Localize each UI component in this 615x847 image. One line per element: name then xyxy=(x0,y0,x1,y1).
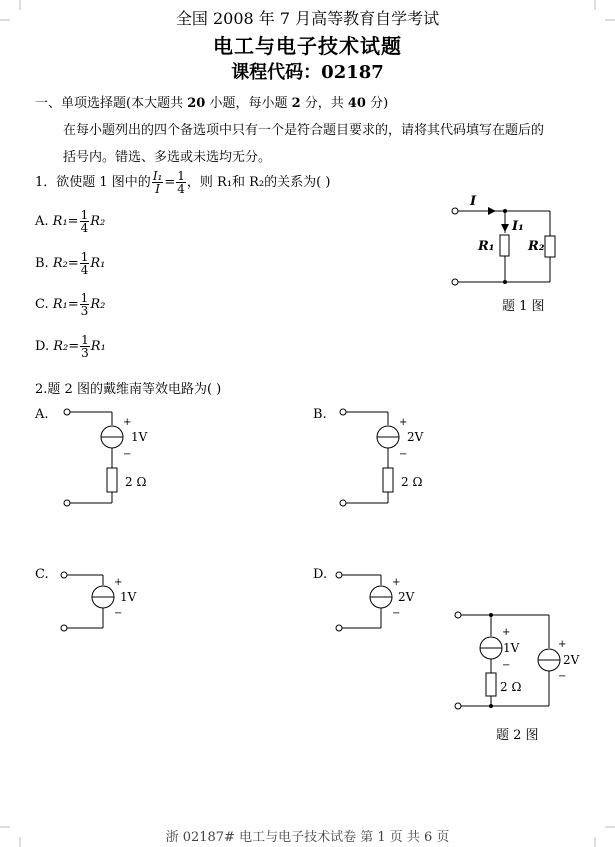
branch-current-arrow-icon xyxy=(501,224,509,232)
q2-option-d-circuit[interactable] xyxy=(327,565,447,640)
source-1-value: 1V xyxy=(503,641,520,655)
minus-sign: − xyxy=(502,660,511,671)
q1-option-a[interactable] xyxy=(35,209,105,234)
option-rhs: R₁ xyxy=(90,256,106,271)
source-2-value: 2V xyxy=(563,653,580,667)
fraction-denominator: 4 xyxy=(80,221,89,235)
section-heading-part: 一、单项选择题(本大题共 xyxy=(35,96,188,111)
label-i1: I₁ xyxy=(512,219,524,234)
node-dot xyxy=(489,613,493,617)
equals-sign: = xyxy=(164,175,176,190)
q1-suffix: ，则 R₁和 R₂的关系为( ) xyxy=(186,175,331,190)
q2-option-a-label[interactable]: A. xyxy=(35,407,49,422)
points-each: 2 xyxy=(291,96,301,111)
source-value: 1V xyxy=(131,430,148,444)
minus-sign: − xyxy=(123,449,132,460)
fraction-denominator: I xyxy=(155,182,160,196)
plus-sign: + xyxy=(392,577,401,588)
option-label: B. xyxy=(35,256,49,271)
node-dot xyxy=(489,704,493,708)
resistor-r1 xyxy=(500,235,509,256)
fraction-denominator: 3 xyxy=(80,304,89,318)
instruction-line-2: 括号内。错选、多选或未选均无分。 xyxy=(63,150,272,165)
option-lhs: R₂= xyxy=(52,256,79,271)
section-heading-part: 分，共 xyxy=(300,96,348,111)
q2-option-a-circuit[interactable] xyxy=(55,402,175,512)
q1-prefix: 1．欲使题 1 图中的 xyxy=(35,175,151,190)
option-lhs: R₂= xyxy=(53,339,80,354)
figure-2-circuit xyxy=(448,605,588,745)
current-arrow-icon xyxy=(488,207,496,215)
figure-2-caption: 题 2 图 xyxy=(496,728,539,743)
resistor-value: 2 Ω xyxy=(125,475,147,489)
q1-option-b[interactable] xyxy=(35,251,105,276)
option-rhs: R₂ xyxy=(90,214,106,229)
q2-option-b-circuit[interactable] xyxy=(331,402,451,512)
plus-sign: + xyxy=(502,627,511,638)
option-fraction xyxy=(80,209,90,234)
fraction-denominator: 4 xyxy=(80,263,89,277)
option-fraction xyxy=(80,292,90,317)
plus-sign: + xyxy=(399,417,408,428)
question-2-stem: 2.题 2 图的戴维南等效电路为( ) xyxy=(35,382,222,397)
resistor-value: 2 Ω xyxy=(500,680,522,694)
resistor-icon xyxy=(107,468,117,492)
source-value: 2V xyxy=(398,590,415,604)
source-value: 1V xyxy=(120,590,137,604)
figure-1-circuit xyxy=(440,188,570,318)
fraction-numerator: 1 xyxy=(80,208,89,222)
option-fraction xyxy=(80,334,90,359)
resistor-icon xyxy=(383,468,393,492)
instruction-line-1: 在每小题列出的四个备选项中只有一个是符合题目要求的，请将其代码填写在题后的 xyxy=(63,123,545,138)
figure-1-caption: 题 1 图 xyxy=(502,299,545,314)
section-heading-part: 分) xyxy=(365,96,389,111)
option-fraction xyxy=(80,251,90,276)
option-rhs: R₂ xyxy=(90,297,106,312)
q1-option-d[interactable] xyxy=(35,334,106,359)
node-dot xyxy=(503,209,507,213)
q2-option-b-label[interactable]: B. xyxy=(313,407,327,422)
node-dot xyxy=(503,280,507,284)
source-value: 2V xyxy=(407,430,424,444)
terminal xyxy=(452,208,458,214)
section-heading-part: 小题，每小题 xyxy=(205,96,292,111)
q2-option-c-label[interactable]: C. xyxy=(35,567,49,582)
minus-sign: − xyxy=(392,608,401,619)
q2-option-c-circuit[interactable] xyxy=(52,565,172,640)
plus-sign: + xyxy=(558,639,567,650)
fraction-denominator: 4 xyxy=(177,182,185,196)
fraction-numerator: 1 xyxy=(177,169,185,183)
resistor-value: 2 Ω xyxy=(401,475,423,489)
points-total: 40 xyxy=(347,96,366,111)
q1-value-fraction xyxy=(176,170,186,195)
plus-sign: + xyxy=(114,577,123,588)
q1-ratio-fraction xyxy=(152,170,164,195)
resistor-r2 xyxy=(545,236,555,257)
fraction-numerator: 1 xyxy=(80,291,89,305)
fraction-numerator: 1 xyxy=(81,333,89,347)
option-label: A. xyxy=(35,214,49,229)
page-footer: 浙 02187# 电工与电子技术试卷 第 1 页 共 6 页 xyxy=(165,830,450,845)
minus-sign: − xyxy=(114,608,123,619)
plus-sign: + xyxy=(123,417,132,428)
label-i: I xyxy=(470,194,477,209)
exam-subject-title: 电工与电子技术试题 xyxy=(213,34,402,58)
minus-sign: − xyxy=(558,671,567,682)
option-lhs: R₁= xyxy=(52,297,79,312)
course-code: 课程代码：02187 xyxy=(231,62,384,83)
terminal xyxy=(452,279,458,285)
q2-option-d-label[interactable]: D. xyxy=(313,567,328,582)
option-label: C. xyxy=(35,297,49,312)
label-r1: R₁ xyxy=(478,239,495,254)
question-count: 20 xyxy=(187,96,206,111)
option-rhs: R₁ xyxy=(90,339,106,354)
fraction-denominator: 3 xyxy=(81,346,89,360)
fraction-numerator: I₁ xyxy=(152,169,163,183)
question-1-stem xyxy=(35,170,330,195)
exam-title-line: 全国 2008 年 7 月高等教育自学考试 xyxy=(175,9,440,28)
minus-sign: − xyxy=(399,449,408,460)
option-lhs: R₁= xyxy=(52,214,79,229)
label-r2: R₂ xyxy=(528,239,545,254)
q1-option-c[interactable] xyxy=(35,292,105,317)
section-heading xyxy=(35,92,388,111)
option-label: D. xyxy=(35,339,50,354)
fraction-numerator: 1 xyxy=(80,250,89,264)
resistor-icon xyxy=(486,673,496,696)
